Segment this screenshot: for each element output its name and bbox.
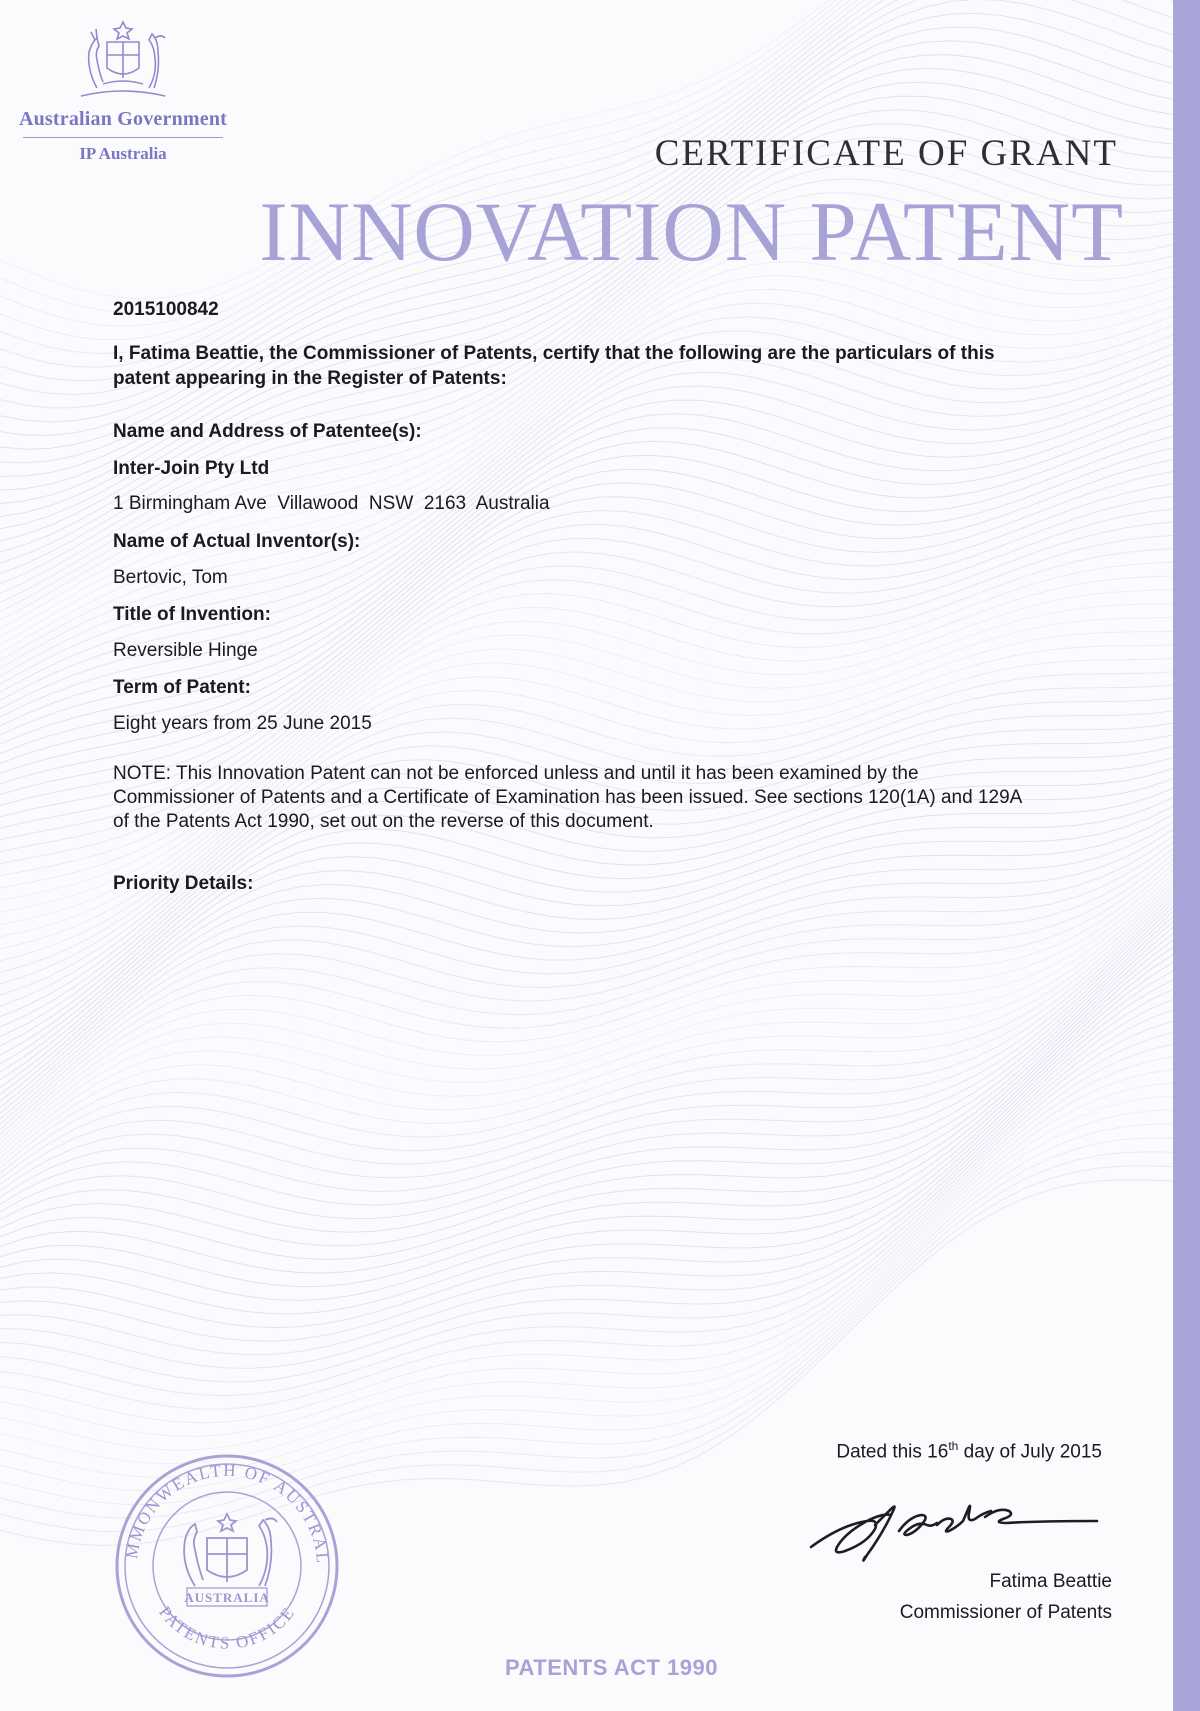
certification-statement: I, Fatima Beattie, the Commissioner of Patents, certify that the following are the particulars of this patent appearing in the Register of Patents: [113,343,995,389]
signatory-name: Fatima Beattie [989,1571,1112,1592]
date-suffix: day of July 2015 [958,1441,1102,1463]
inventor-label: Name of Actual Inventor(s): [113,531,361,552]
patentee-address: 1 Birmingham Ave Villawood NSW 2163 Australia [113,493,550,514]
svg-text:PATENTS OFFICE [155,1603,299,1653]
logo-divider [23,137,223,138]
patents-office-seal [113,1452,341,1680]
patent-number: 2015100842 [113,299,219,320]
date-prefix: Dated this 16 [836,1441,949,1463]
seal-banner: AUSTRALIA [184,1590,270,1605]
certificate-title: CERTIFICATE OF GRANT [654,133,1118,174]
government-name: Australian Government [18,108,228,130]
handwritten-signature [805,1485,1105,1575]
inventor-value: Bertovic, Tom [113,567,228,588]
page-edge-band [1173,0,1200,1711]
seal-ring-top: MMONWEALTH OF AUSTRAL [122,1460,333,1566]
patentee-name: Inter-Join Pty Ltd [113,458,270,479]
government-logo [8,18,238,164]
seal-ring-bottom: PATENTS OFFICE [155,1602,299,1653]
title-value: Reversible Hinge [113,640,258,661]
signatory-title: Commissioner of Patents [899,1602,1112,1623]
coat-of-arms-icon [8,18,238,102]
term-value: Eight years from 25 June 2015 [113,713,372,734]
patent-type-title: INNOVATION PATENT [259,185,1124,279]
enforcement-note: NOTE: This Innovation Patent can not be enforced unless and until it has been examined by the Commissioner of Patents and a Certificate of Examination has been issued. See sections 120(1A) and 129A of the Patents Act 1990, set out on the reverse of this document. [113,763,1022,832]
footer-act: PATENTS ACT 1990 [505,1655,718,1680]
title-label: Title of Invention: [113,604,271,625]
date-ordinal: th [948,1439,959,1453]
patentee-label: Name and Address of Patentee(s): [113,421,422,442]
agency-name: IP Australia [79,144,167,163]
seal-crest-icon [184,1514,277,1586]
term-label: Term of Patent: [113,677,251,698]
date-line [836,1439,1102,1463]
priority-label: Priority Details: [113,873,254,894]
